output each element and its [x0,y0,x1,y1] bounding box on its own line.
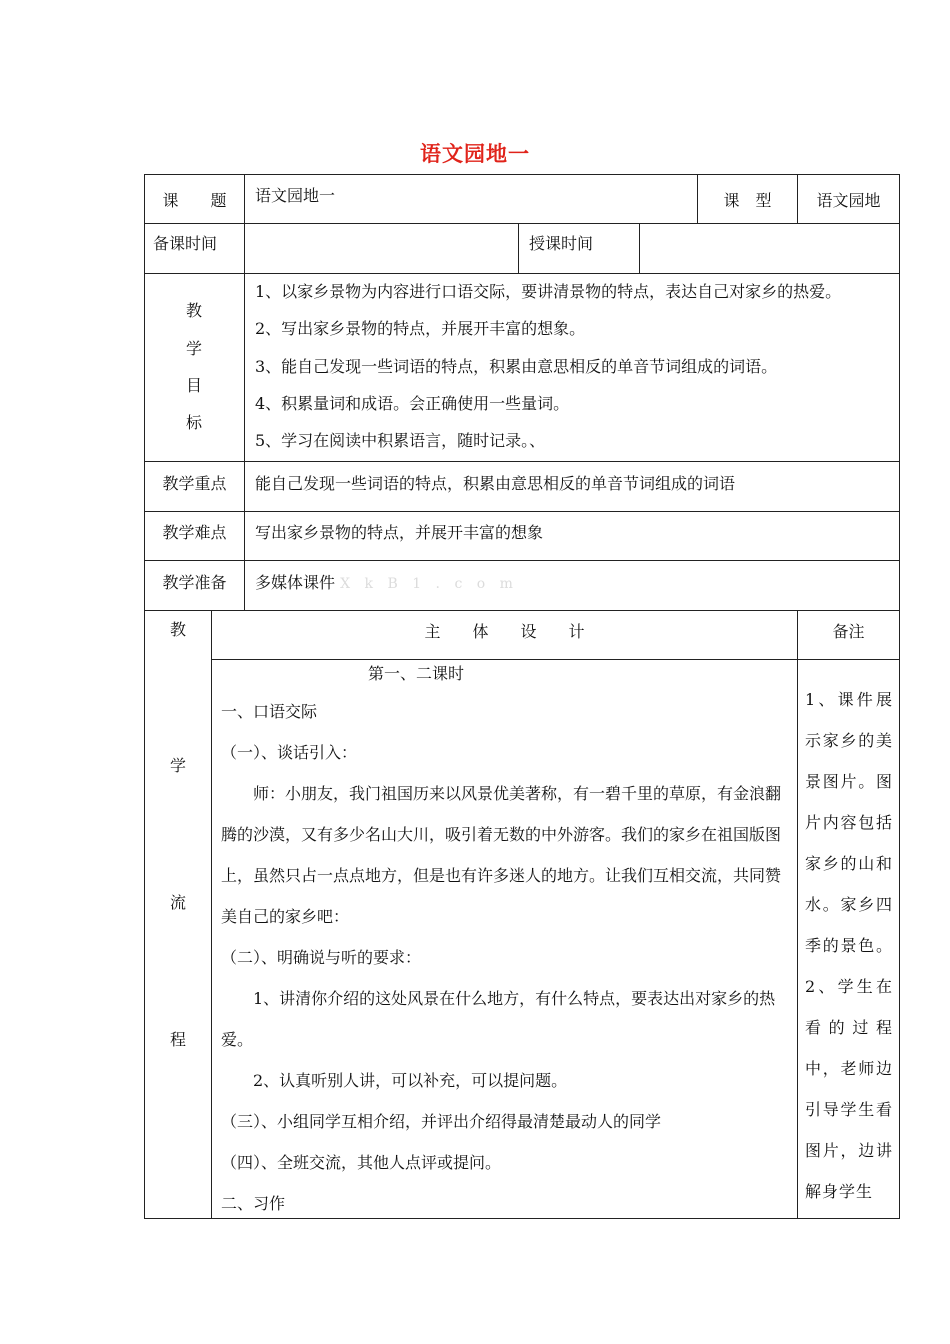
process-line: 一、口语交际 [221,702,318,721]
difficulty-value: 写出家乡景物的特点，并展开丰富的想象 [255,523,544,542]
remarks-content: 1、课件展示家乡的美景图片。图片内容包括家乡的山和水。家乡四季的景色。2、学生在看的过程中，老师边引导学生看图片，边讲解身学生 [805,690,893,1201]
key-point-label: 教学重点 [162,474,227,493]
goals-label-char: 教 [185,301,202,320]
preparation-label: 教学准备 [162,573,227,592]
process-label-char: 流 [169,893,186,912]
process-line: （一）、谈话引入： [221,743,358,762]
process-line: （四）、全班交流，其他人点评或提问。 [221,1153,502,1172]
lesson-type-label: 课 型 [723,191,772,210]
goal-item: 4、积累量词和成语。会正确使用一些量词。 [255,394,570,413]
goals-label-char: 目 [185,376,202,395]
process-line: 2、认真听别人讲，可以补充，可以提问题。 [253,1071,568,1090]
preparation-value: 多媒体课件 [255,573,336,592]
remarks-header: 备注 [832,622,865,641]
process-content [221,691,789,1224]
goal-item: 2、写出家乡景物的特点，并展开丰富的想象。 [255,319,586,338]
difficulty-label: 教学难点 [162,523,227,542]
key-point-value: 能自己发现一些词语的特点，积累由意思相反的单音节词组成的词语 [255,474,736,493]
lesson-period: 第一、二课时 [368,664,465,683]
process-label-char: 程 [169,1030,186,1049]
subject-value: 语文园地一 [255,186,336,205]
process-paragraph: 1、讲清你介绍的这处风景在什么地方，有什么特点，要表达出对家乡的热爱。 [221,989,776,1049]
prep-time-label: 备课时间 [153,234,218,253]
watermark: X k B 1 . c o m [340,576,518,592]
lesson-type-value: 语文园地 [816,191,881,210]
process-paragraph: 师：小朋友，我门祖国历来以风景优美著称，有一碧千里的草原，有金浪翻腾的沙漠，又有多少名山大川，吸引着无数的中外游客。我们的家乡在祖国版图上，虽然只占一点点地方，但是也有许多迷人的地方。让我们互相交流，共同赞美自己的家乡吧： [221,784,782,926]
subject-label: 课 题 [162,191,227,210]
process-line: （二）、明确说与听的要求： [221,948,422,967]
goals-label-char: 标 [185,413,202,432]
main-design-header: 主 体 设 计 [424,622,585,641]
document-title: 语文园地一 [420,141,530,166]
process-line: 二、习作 [221,1194,286,1213]
goal-item: 5、学习在阅读中积累语言，随时记录。、 [255,431,546,450]
process-label-char: 学 [169,756,186,775]
teach-time-label: 授课时间 [529,234,594,253]
process-line: （三）、小组同学互相介绍，并评出介绍得最清楚最动人的同学 [221,1112,662,1131]
goal-item: 1、以家乡景物为内容进行口语交际，要讲清景物的特点，表达自己对家乡的热爱。 [255,282,842,301]
process-label-char: 教 [169,620,186,639]
goal-item: 3、能自己发现一些词语的特点，积累由意思相反的单音节词组成的词语。 [255,357,778,376]
goals-label-char: 学 [185,339,202,358]
preparation-value-row [255,573,895,594]
